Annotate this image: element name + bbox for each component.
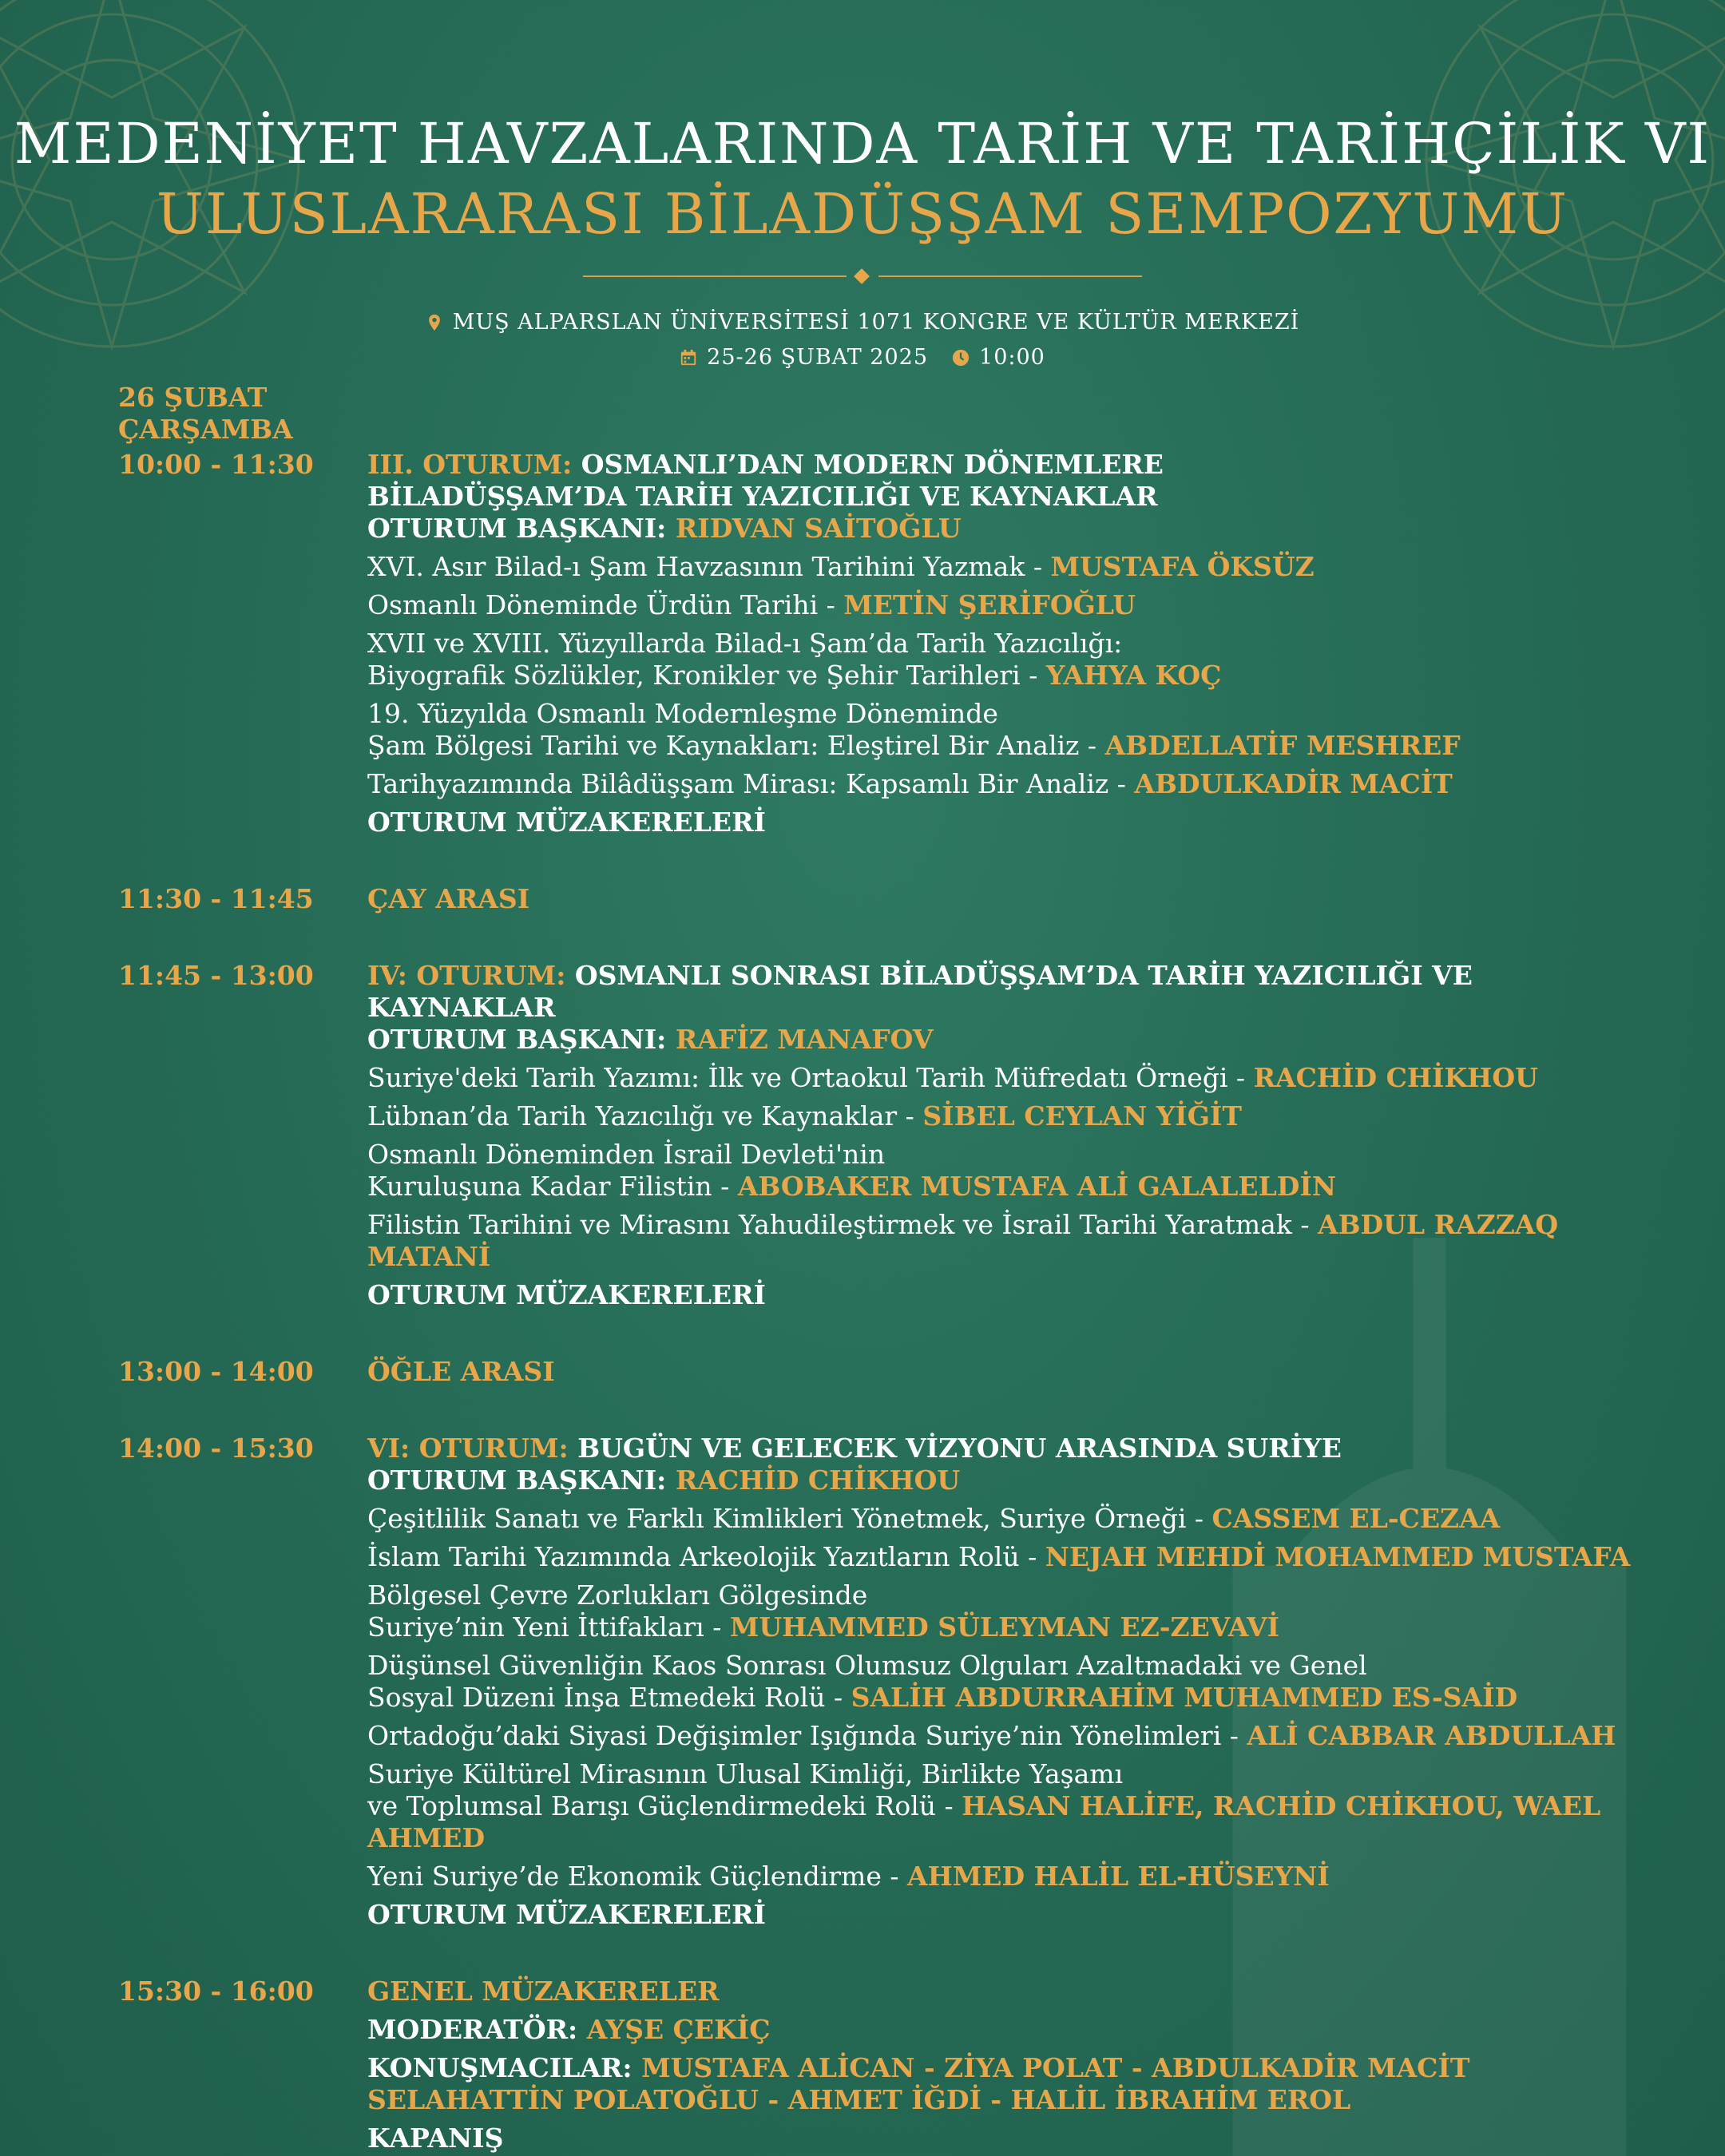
separator: - — [767, 2084, 779, 2115]
session-3 — [118, 449, 1660, 838]
speaker-name: ABDULKADİR MACİT — [1152, 2052, 1470, 2083]
day-name: ÇARŞAMBA — [118, 414, 293, 445]
talk-title: XVII ve XVIII. Yüzyıllarda Bilad-ı Şam’da Tarih Yazıcılığı: — [367, 628, 1123, 659]
time-text: 10:00 — [979, 345, 1045, 370]
talk — [367, 1720, 1660, 1752]
talk-speaker: SİBEL CEYLAN YİĞİT — [922, 1100, 1242, 1132]
talk — [367, 1139, 1660, 1203]
talk-title-cont: Suriye’nin Yeni İttifakları - — [367, 1611, 722, 1643]
talk — [367, 1541, 1660, 1573]
talk-title-cont: Şam Bölgesi Tarihi ve Kaynakları: Eleştirel Bir Analiz - — [367, 730, 1097, 761]
session-title: OSMANLI’DAN MODERN DÖNEMLERE — [581, 449, 1164, 480]
session-time: 14:00 - 15:30 — [118, 1433, 314, 1464]
separator: - — [990, 2084, 1002, 2115]
talk-speaker: ABDULKADİR MACİT — [1134, 768, 1453, 799]
talk-speaker: ABOBAKER MUSTAFA ALİ GALALELDİN — [737, 1171, 1337, 1202]
break-time: 13:00 - 14:00 — [118, 1356, 314, 1387]
speaker-name: AHMET İĞDİ — [787, 2084, 981, 2115]
session-discussion: OTURUM MÜZAKERELERİ — [367, 1899, 766, 1930]
chair-name: RACHİD CHİKHOU — [675, 1464, 961, 1496]
date-time-line — [0, 340, 1725, 375]
session-time: 10:00 - 11:30 — [118, 449, 314, 480]
talk-title: Yeni Suriye’de Ekonomik Güçlendirme - — [367, 1861, 899, 1892]
talk — [367, 1579, 1660, 1643]
talk-speaker: ALİ CABBAR ABDULLAH — [1247, 1720, 1616, 1751]
talk-speaker: AHMED HALİL EL-HÜSEYNİ — [907, 1861, 1330, 1892]
talk-speaker: MUHAMMED SÜLEYMAN EZ-ZEVAVİ — [729, 1611, 1280, 1643]
speaker-name: SELAHATTİN POLATOĞLU — [367, 2084, 759, 2115]
talk-title-cont: Sosyal Düzeni İnşa Etmedeki Rolü - — [367, 1682, 843, 1713]
chair-name: RAFİZ MANAFOV — [675, 1024, 934, 1055]
session-title: BUGÜN VE GELECEK VİZYONU ARASINDA SURİYE — [577, 1433, 1342, 1464]
talk-speaker: RACHİD CHİKHOU — [1253, 1062, 1538, 1093]
talk-title: 19. Yüzyılda Osmanlı Modernleşme Döneminde — [367, 698, 998, 729]
talk-title: İslam Tarihi Yazımında Arkeolojik Yazıtların Rolü - — [367, 1541, 1037, 1572]
talk — [367, 1758, 1660, 1854]
venue-text: MUŞ ALPARSLAN ÜNİVERSİTESİ 1071 KONGRE VE KÜLTÜR MERKEZİ — [452, 310, 1300, 335]
session-title-cont: BİLADÜŞŞAM’DA TARİH YAZICILIĞI VE KAYNAKLAR — [367, 481, 1158, 512]
moderator-name: AYŞE ÇEKİÇ — [586, 2014, 771, 2045]
session-label: III. OTURUM: — [367, 449, 573, 480]
break-label: ÇAY ARASI — [367, 883, 530, 914]
talk-speaker: NEJAH MEHDİ MOHAMMED MUSTAFA — [1045, 1541, 1631, 1572]
session-label: IV: OTURUM: — [367, 960, 566, 991]
program-schedule — [118, 382, 1660, 2154]
event-title-line2: ULUSLARARASI BİLADÜŞŞAM SEMPOZYUMU — [156, 181, 1569, 247]
talk-title: Filistin Tarihini ve Mirasını Yahudileştirmek ve İsrail Tarihi Yaratmak - — [367, 1209, 1310, 1240]
talk — [367, 551, 1660, 583]
venue-line — [0, 305, 1725, 340]
talk — [367, 589, 1660, 621]
header — [0, 112, 1725, 375]
talk-title: Bölgesel Çevre Zorlukları Gölgesinde — [367, 1579, 868, 1611]
day-heading — [118, 382, 1660, 446]
chair-label: OTURUM BAŞKANI: — [367, 513, 667, 544]
talk — [367, 1861, 1660, 1892]
moderator-label: MODERATÖR: — [367, 2014, 578, 2045]
title-divider — [583, 268, 1142, 284]
chair-name: RIDVAN SAİTOĞLU — [675, 513, 962, 544]
speaker-name: MUSTAFA ALİCAN — [641, 2052, 915, 2083]
location-pin-icon — [426, 314, 443, 331]
talk-speaker: MUSTAFA ÖKSÜZ — [1050, 551, 1315, 582]
talk-title-cont: Kuruluşuna Kadar Filistin - — [367, 1171, 730, 1202]
talk-title: Suriye Kültürel Mirasının Ulusal Kimliği, Birlikte Yaşamı — [367, 1758, 1124, 1789]
session-6 — [118, 1433, 1660, 1931]
lunch-break — [118, 1356, 1660, 1388]
session-time: 15:30 - 16:00 — [118, 1976, 314, 2007]
talk-title: Lübnan’da Tarih Yazıcılığı ve Kaynaklar - — [367, 1100, 914, 1132]
general-discussions — [118, 1976, 1660, 2154]
talk — [367, 698, 1660, 762]
tea-break — [118, 883, 1660, 915]
talk-speaker: YAHYA KOÇ — [1045, 660, 1222, 691]
event-title-line1: MEDENİYET HAVZALARINDA TARİH VE TARİHÇİLİK VI — [14, 111, 1711, 176]
talk-speaker: METİN ŞERİFOĞLU — [843, 589, 1136, 620]
talk-title: Osmanlı Döneminden İsrail Devleti'nin — [367, 1139, 886, 1170]
clock-icon — [952, 349, 970, 367]
session-time: 11:45 - 13:00 — [118, 960, 314, 991]
talk-speaker: HASAN HALİFE, RACHİD CHİKHOU, WAEL AHMED — [367, 1790, 1601, 1853]
talk-title: Osmanlı Döneminde Ürdün Tarihi - — [367, 589, 835, 620]
session-title: OSMANLI SONRASI BİLADÜŞŞAM’DA TARİH YAZICILIĞI VE KAYNAKLAR — [367, 960, 1473, 1023]
chair-label: OTURUM BAŞKANI: — [367, 1464, 667, 1496]
talk — [367, 628, 1660, 692]
talk-speaker: SALİH ABDURRAHİM MUHAMMED ES-SAİD — [851, 1682, 1518, 1713]
talk-title: Suriye'deki Tarih Yazımı: İlk ve Ortaokul Tarih Müfredatı Örneği - — [367, 1062, 1246, 1093]
talk — [367, 1062, 1660, 1094]
session-4 — [118, 960, 1660, 1311]
talk-title: Tarihyazımında Bilâdüşşam Mirası: Kapsamlı Bir Analiz - — [367, 768, 1126, 799]
talk-title-cont: Biyografik Sözlükler, Kronikler ve Şehir Tarihleri - — [367, 660, 1038, 691]
separator: - — [1131, 2052, 1143, 2083]
day-date: 26 ŞUBAT — [118, 382, 268, 413]
talk-title: XVI. Asır Bilad-ı Şam Havzasının Tarihini Yazmak - — [367, 551, 1042, 582]
talk-title: Çeşitlilik Sanatı ve Farklı Kimlikleri Yönetmek, Suriye Örneği - — [367, 1503, 1204, 1534]
session-discussion: OTURUM MÜZAKERELERİ — [367, 1279, 766, 1310]
talk-speaker: ABDELLATİF MESHREF — [1104, 730, 1461, 761]
speaker-name: ZİYA POLAT — [944, 2052, 1123, 2083]
talk — [367, 1100, 1660, 1132]
general-label: GENEL MÜZAKERELER — [367, 1976, 720, 2007]
talk — [367, 1209, 1660, 1273]
speaker-name: HALİL İBRAHİM EROL — [1010, 2084, 1351, 2115]
session-discussion: OTURUM MÜZAKERELERİ — [367, 807, 766, 838]
speakers-label: KONUŞMACILAR: — [367, 2052, 632, 2083]
separator: - — [923, 2052, 935, 2083]
talk-speaker: CASSEM EL-CEZAA — [1211, 1503, 1501, 1534]
talk-title: Ortadoğu’daki Siyasi Değişimler Işığında Suriye’nin Yönelimleri - — [367, 1720, 1239, 1751]
talk-speaker: ABDUL RAZZAQ MATANİ — [367, 1209, 1559, 1272]
break-label: ÖĞLE ARASI — [367, 1356, 555, 1387]
talk — [367, 1650, 1660, 1714]
break-time: 11:30 - 11:45 — [118, 883, 314, 914]
talk-title: Düşünsel Güvenliğin Kaos Sonrası Olumsuz Olguları Azaltmadaki ve Genel — [367, 1650, 1367, 1681]
talk-title-cont: ve Toplumsal Barışı Güçlendirmedeki Rolü - — [367, 1790, 954, 1821]
chair-label: OTURUM BAŞKANI: — [367, 1024, 667, 1055]
calendar-icon — [680, 349, 697, 367]
date-text: 25-26 ŞUBAT 2025 — [707, 345, 929, 370]
closing: KAPANIŞ — [367, 2122, 504, 2154]
talk — [367, 768, 1660, 800]
session-label: VI: OTURUM: — [367, 1433, 569, 1464]
talk — [367, 1503, 1660, 1535]
